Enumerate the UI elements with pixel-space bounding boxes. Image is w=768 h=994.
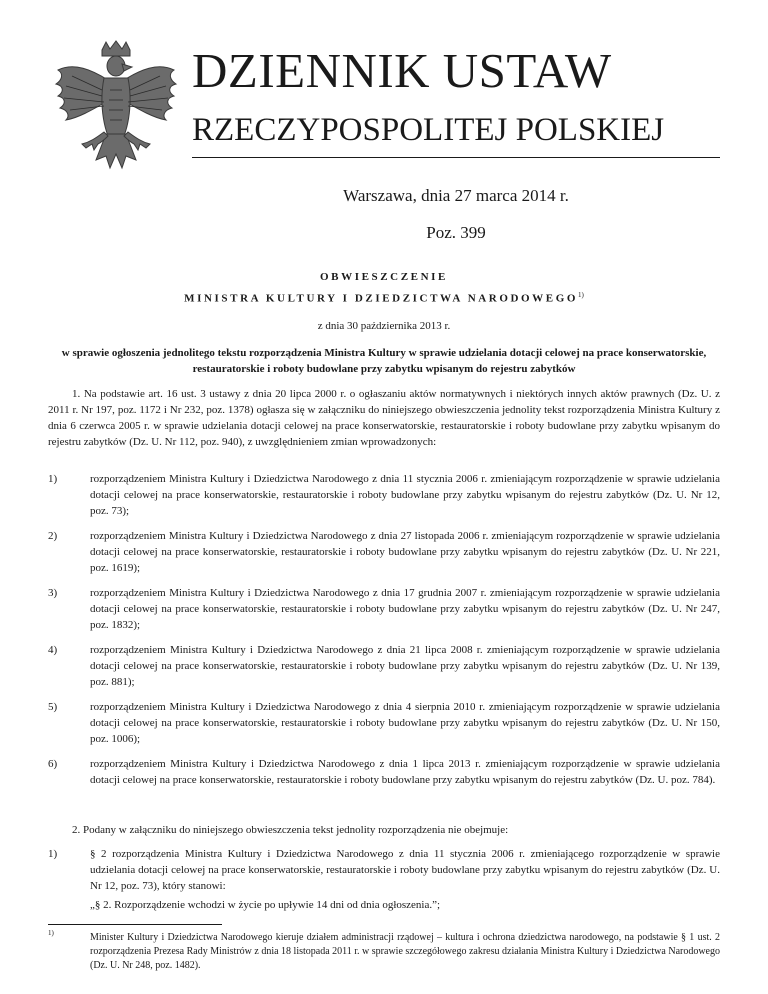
list-item-number: 2) [48,530,58,542]
list-item-number: 6) [48,758,58,770]
masthead-divider [192,157,720,158]
list-item-text: rozporządzeniem Ministra Kultury i Dziedzictwa Narodowego z dnia 11 stycznia 2006 r. zmieniającym rozporządzenie w sprawie udzielania dotacji celowej na prace konserwatorskie, restauratorskie i roboty budowlane przy zabytku wpisanym do rejestru zabytków (Dz. U. Nr 12, poz. 73); [90,473,720,517]
list-item-number: 3) [48,587,58,599]
footnote-ref: 1) [578,291,584,299]
list-item [48,756,720,788]
document-date: z dnia 30 października 2013 r. [317,320,451,332]
list-item-number: 1) [48,848,58,860]
footnote-mark: 1) [48,929,54,937]
list-item [48,699,720,747]
list-item-text: § 2 rozporządzenia Ministra Kultury i Dziedzictwa Narodowego z dnia 11 stycznia 2006 r. zmieniającego rozporządzenie w sprawie udzielania dotacji celowej na prace konserwatorskie, restauratorskie i roboty budowlane przy zabytku wpisanym do rejestru zabytków (Dz. U. Nr 12, poz. 73), który stanowi: [90,848,720,892]
document-subject: w sprawie ogłoszenia jednolitego tekstu rozporządzenia Ministra Kultury w sprawie udzielania dotacji celowej na prace konserwatorskie, restauratorskie i roboty budowlane przy zabytku wpisanym do rejestru zabytków [61,347,707,375]
publication-date: Warszawa, dnia 27 marca 2014 r. [343,186,569,205]
list-item-text: rozporządzeniem Ministra Kultury i Dziedzictwa Narodowego z dnia 4 sierpnia 2010 r. zmieniającym rozporządzenie w sprawie udzielania dotacji celowej na prace konserwatorskie, restauratorskie i roboty budowlane przy zabytku wpisanym do rejestru zabytków (Dz. U. Nr 150, poz. 1006); [90,701,720,745]
list-item-number: 1) [48,473,58,485]
footnote-divider [48,924,222,925]
issuer-heading [40,291,728,305]
quoted-provision: „§ 2. Rozporządzenie wchodzi w życie po upływie 14 dni od dnia ogłoszenia.”; [90,899,441,911]
list-item [48,528,720,576]
list-item-text: rozporządzeniem Ministra Kultury i Dziedzictwa Narodowego z dnia 1 lipca 2013 r. zmieniającym rozporządzenie w sprawie udzielania dotacji celowej na prace konserwatorskie, restauratorskie i roboty budowlane przy zabytku wpisanym do rejestru zabytków (Dz. U. poz. 784). [90,758,720,786]
list-item [48,471,720,519]
position-number: Poz. 399 [426,223,486,242]
masthead-title: DZIENNIK USTAW [192,43,612,98]
footnote-text: Minister Kultury i Dziedzictwa Narodowego kieruje działem administracji rządowej – kultura i ochrona dziedzictwa narodowego, na podstawie § 1 ust. 2 rozporządzenia Prezesa Rady Ministrów z dnia 18 listopada 2011 r. w sprawie szczegółowego zakresu działania Ministra Kultury i Dziedzictwa Narodowego (Dz. U. Nr 248, poz. 1482). [90,932,720,971]
paragraph-1: 1. Na podstawie art. 16 ust. 3 ustawy z dnia 20 lipca 2000 r. o ogłaszaniu aktów normatywnych i niektórych innych aktów prawnych (Dz. U. z 2011 r. Nr 197, poz. 1172 i Nr 232, poz. 1378) ogłasza się w załączniku do niniejszego obwieszczenia jednolity tekst rozporządzenia Ministra Kultury z dnia 6 czerwca 2005 r. w sprawie udzielania dotacji celowej na prace konserwatorskie, restauratorskie i roboty budowlane przy zabytku wpisanym do rejestru zabytków (Dz. U. Nr 112, poz. 940), z uwzględnieniem zmian wprowadzonych: [48,388,720,448]
list-item [48,642,720,690]
list-item [48,846,720,894]
document-type-heading: OBWIESZCZENIE [320,271,448,283]
masthead-subtitle: RZECZYPOSPOLITEJ POLSKIEJ [192,112,665,148]
list-item [48,585,720,633]
exclusions-list [48,846,720,903]
issuer-name: MINISTRA KULTURY I DZIEDZICTWA NARODOWEGO [184,292,579,305]
list-item-text: rozporządzeniem Ministra Kultury i Dziedzictwa Narodowego z dnia 21 lipca 2008 r. zmieniającym rozporządzenie w sprawie udzielania dotacji celowej na prace konserwatorskie, restauratorskie i roboty budowlane przy zabytku wpisanym do rejestru zabytków (Dz. U. Nr 139, poz. 881); [90,644,720,688]
paragraph-2: 2. Podany w załączniku do niniejszego obwieszczenia tekst jednolity rozporządzenia nie obejmuje: [72,824,509,836]
amendments-list [48,471,720,797]
list-item-number: 4) [48,644,58,656]
list-item-number: 5) [48,701,58,713]
list-item-text: rozporządzeniem Ministra Kultury i Dziedzictwa Narodowego z dnia 27 listopada 2006 r. zmieniającym rozporządzenie w sprawie udzielania dotacji celowej na prace konserwatorskie, restauratorskie i roboty budowlane przy zabytku wpisanym do rejestru zabytków (Dz. U. Nr 221, poz. 1619); [90,530,720,574]
polish-eagle-emblem-icon [52,40,180,182]
list-item-text: rozporządzeniem Ministra Kultury i Dziedzictwa Narodowego z dnia 17 grudnia 2007 r. zmieniającym rozporządzenie w sprawie udzielania dotacji celowej na prace konserwatorskie, restauratorskie i roboty budowlane przy zabytku wpisanym do rejestru zabytków (Dz. U. Nr 247, poz. 1832); [90,587,720,631]
